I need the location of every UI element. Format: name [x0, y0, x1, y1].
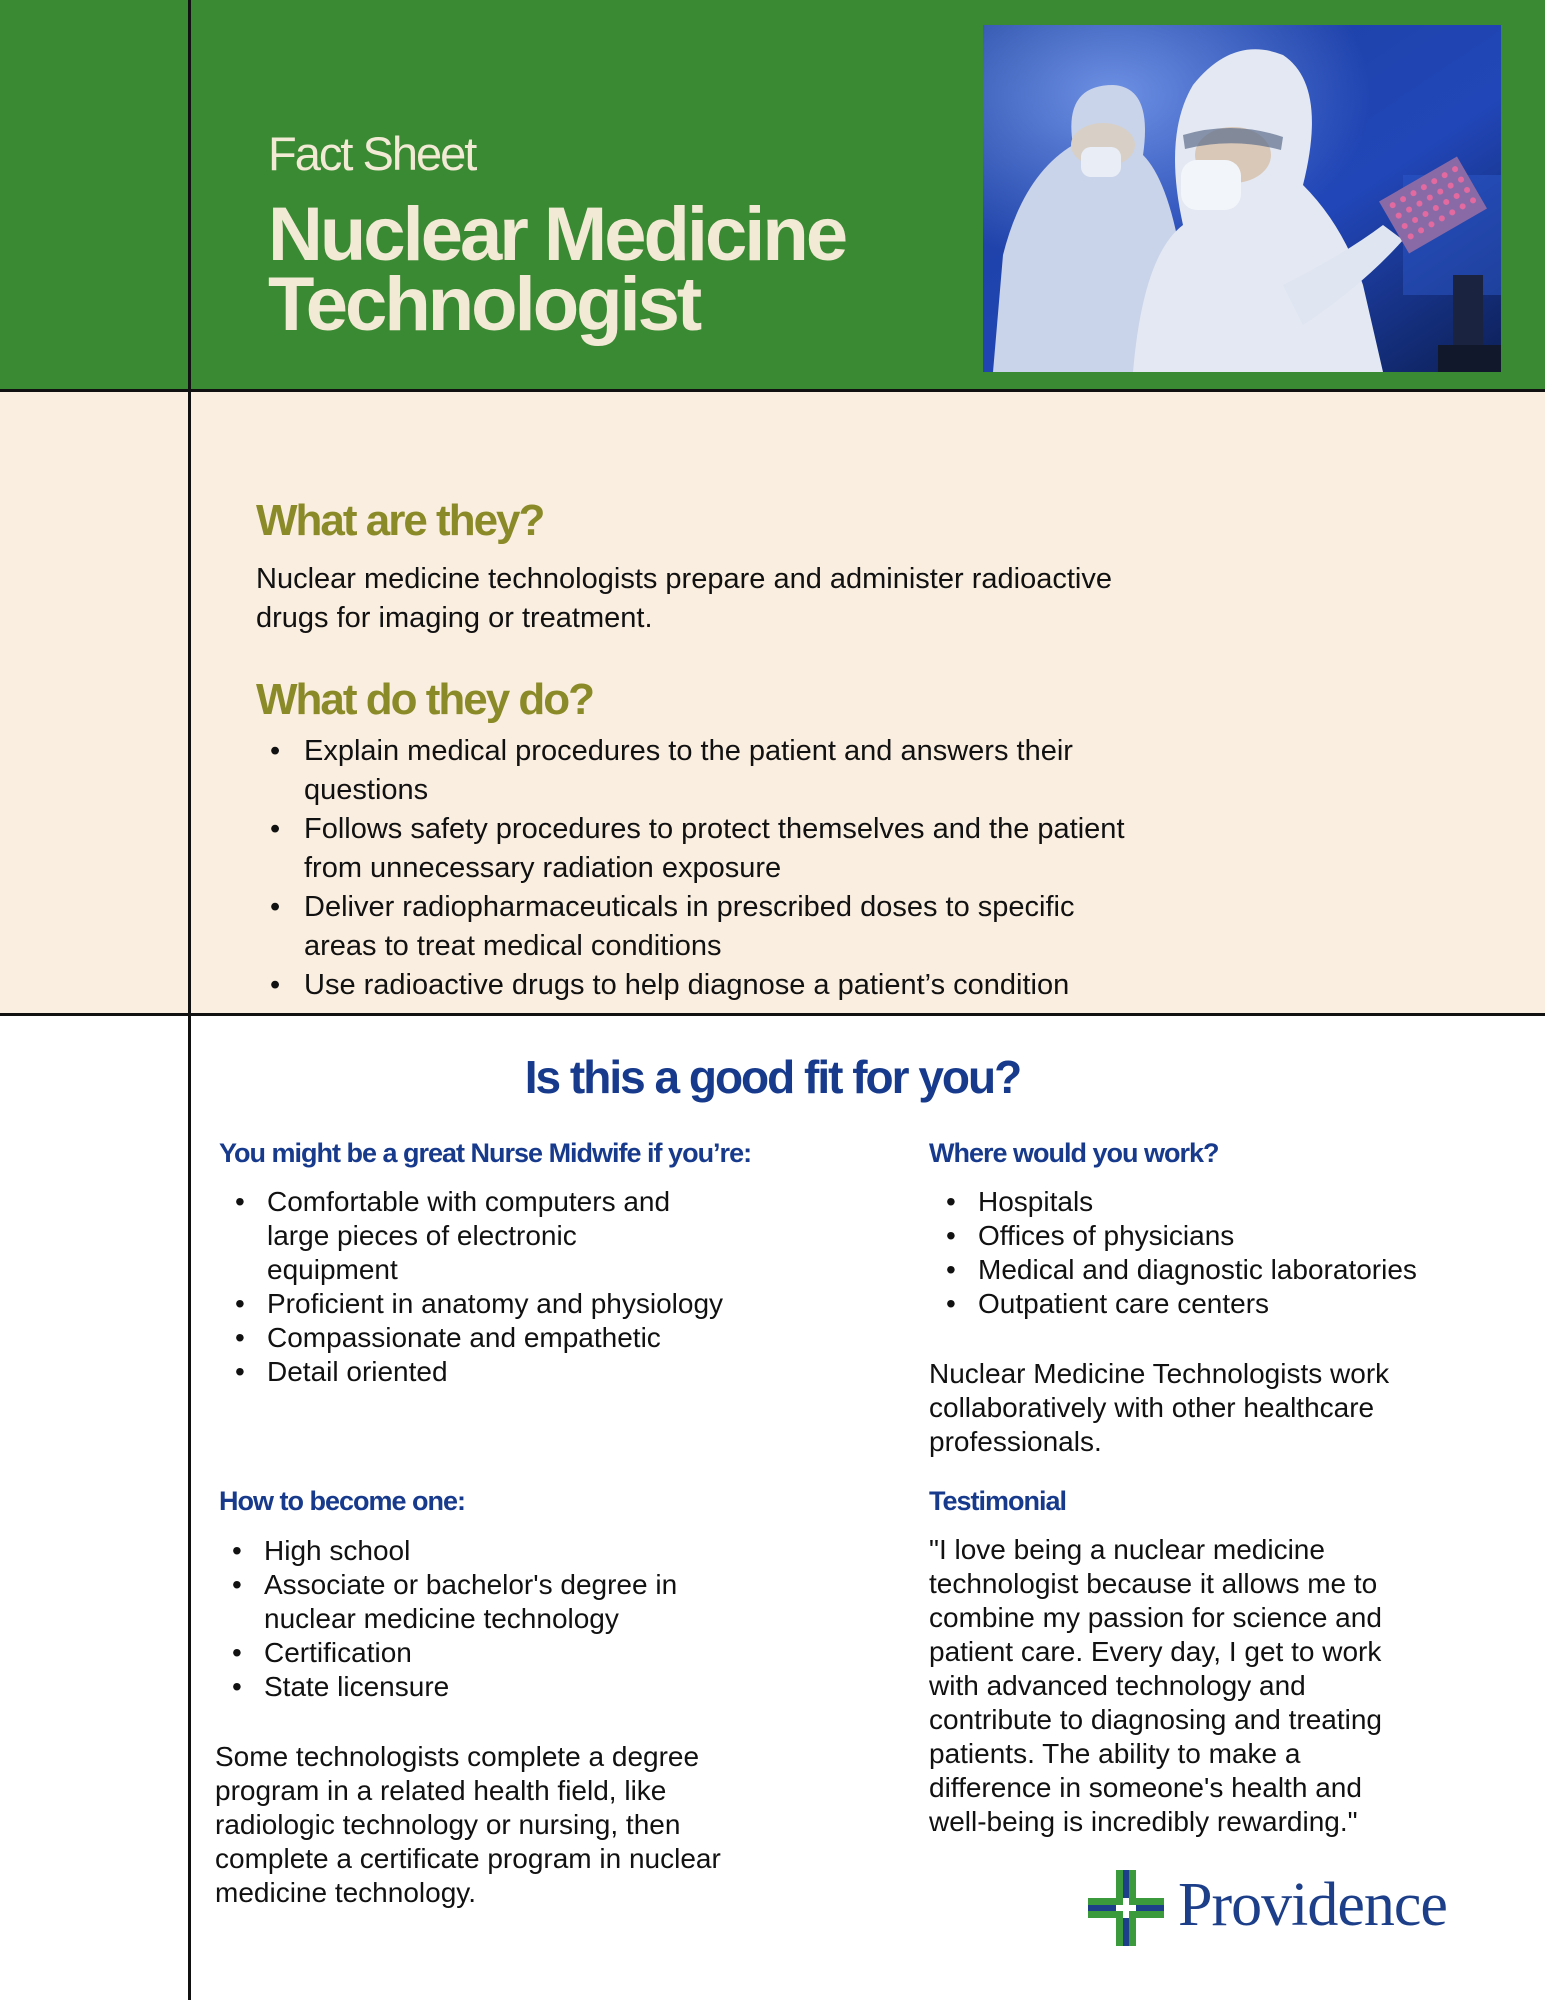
list-item [217, 1287, 777, 1321]
text-line: contribute to diagnosing and treating [929, 1704, 1382, 1735]
item-line: • Deliver radiopharmaceuticals in prescribed doses to specific [304, 891, 1075, 923]
list-item [256, 966, 1256, 1005]
item-line: • Certification [264, 1637, 412, 1668]
list-item [217, 1321, 777, 1355]
item-line: • Associate or bachelor's degree in [264, 1569, 678, 1600]
how-to-heading: How to become one: [219, 1486, 466, 1516]
item-line: • Medical and diagnostic laboratories [978, 1254, 1417, 1285]
text-line: combine my passion for science and [929, 1602, 1382, 1633]
text-line: patients. The ability to make a [929, 1738, 1301, 1769]
list-item [214, 1568, 774, 1636]
text-line: with advanced technology and [929, 1670, 1306, 1701]
text-line: collaboratively with other healthcare [929, 1392, 1375, 1423]
text-line: radiologic technology or nursing, then [215, 1809, 681, 1840]
list-item [256, 732, 1256, 810]
what-are-they-text [256, 560, 1112, 638]
text-line: Some technologists complete a degree [215, 1741, 700, 1772]
list-item [928, 1185, 1508, 1219]
text-line: professionals. [929, 1426, 1102, 1457]
item-line: • Explain medical procedures to the patient and answers their [304, 735, 1073, 767]
text-line: "I love being a nuclear medicine [929, 1534, 1325, 1565]
item-line: • High school [264, 1535, 411, 1566]
what-do-they-do-heading: What do they do? [256, 675, 594, 724]
item-line: • Offices of physicians [978, 1220, 1235, 1251]
where-work-heading: Where would you work? [929, 1138, 1219, 1168]
text-line: complete a certificate program in nuclear [215, 1843, 721, 1874]
logo-wordmark: Providence [1178, 1871, 1447, 1939]
list-item [256, 888, 1256, 966]
text-line: medicine technology. [215, 1877, 476, 1908]
title-line-2: Technologist [268, 262, 700, 347]
list-item [214, 1636, 774, 1670]
great-if-heading: You might be a great Nurse Midwife if you’re: [219, 1138, 752, 1168]
what-are-they-heading: What are they? [256, 496, 544, 545]
item-line: areas to treat medical conditions [304, 930, 722, 962]
text-line: program in a related health field, like [215, 1775, 667, 1806]
list-item [928, 1287, 1508, 1321]
page-title [268, 192, 846, 347]
item-line: • Follows safety procedures to protect themselves and the patient [304, 813, 1125, 845]
item-line: from unnecessary radiation exposure [304, 852, 782, 884]
item-line: • Use radioactive drugs to help diagnose a patient’s condition [304, 969, 1070, 1001]
item-line: • Proficient in anatomy and physiology [267, 1288, 724, 1319]
text-line: well-being is incredibly rewarding." [929, 1806, 1358, 1837]
where-work-note [929, 1357, 1389, 1459]
title-line-1: Nuclear Medicine [268, 192, 846, 277]
divider-top [0, 389, 1545, 392]
text-line: Nuclear Medicine Technologists work [929, 1358, 1390, 1389]
list-item [928, 1219, 1508, 1253]
eyebrow-label: Fact Sheet [268, 127, 476, 180]
testimonial-heading: Testimonial [929, 1486, 1067, 1516]
list-item [214, 1670, 774, 1704]
good-fit-heading: Is this a good fit for you? [524, 1051, 1021, 1103]
list-item [256, 810, 1256, 888]
how-to-note [215, 1740, 721, 1910]
testimonial-quote [929, 1533, 1382, 1839]
traits-list [217, 1185, 777, 1389]
text-line: Nuclear medicine technologists prepare and administer radioactive [256, 563, 1112, 595]
lab-photo [983, 25, 1501, 372]
item-line: nuclear medicine technology [264, 1603, 619, 1634]
item-line: • Hospitals [978, 1186, 1094, 1217]
text-line: difference in someone's health and [929, 1772, 1362, 1803]
item-line: equipment [267, 1254, 398, 1285]
text-line: drugs for imaging or treatment. [256, 602, 653, 634]
duties-list [256, 732, 1256, 1005]
text-line: patient care. Every day, I get to work [929, 1636, 1382, 1667]
vertical-rule [188, 0, 191, 2000]
steps-list [214, 1534, 774, 1704]
item-line: • Compassionate and empathetic [267, 1322, 661, 1353]
providence-cross-icon [1086, 1868, 1166, 1948]
list-item [217, 1185, 777, 1287]
item-line: questions [304, 774, 429, 806]
item-line: large pieces of electronic [267, 1220, 577, 1251]
list-item [214, 1534, 774, 1568]
item-line: • State licensure [264, 1671, 450, 1702]
item-line: • Outpatient care centers [978, 1288, 1270, 1319]
item-line: • Detail oriented [267, 1356, 448, 1387]
list-item [928, 1253, 1508, 1287]
text-line: technologist because it allows me to [929, 1568, 1378, 1599]
providence-logo [1086, 1868, 1486, 1948]
divider-middle [0, 1013, 1545, 1016]
item-line: • Comfortable with computers and [267, 1186, 671, 1217]
workplaces-list [928, 1185, 1508, 1321]
list-item [217, 1355, 777, 1389]
